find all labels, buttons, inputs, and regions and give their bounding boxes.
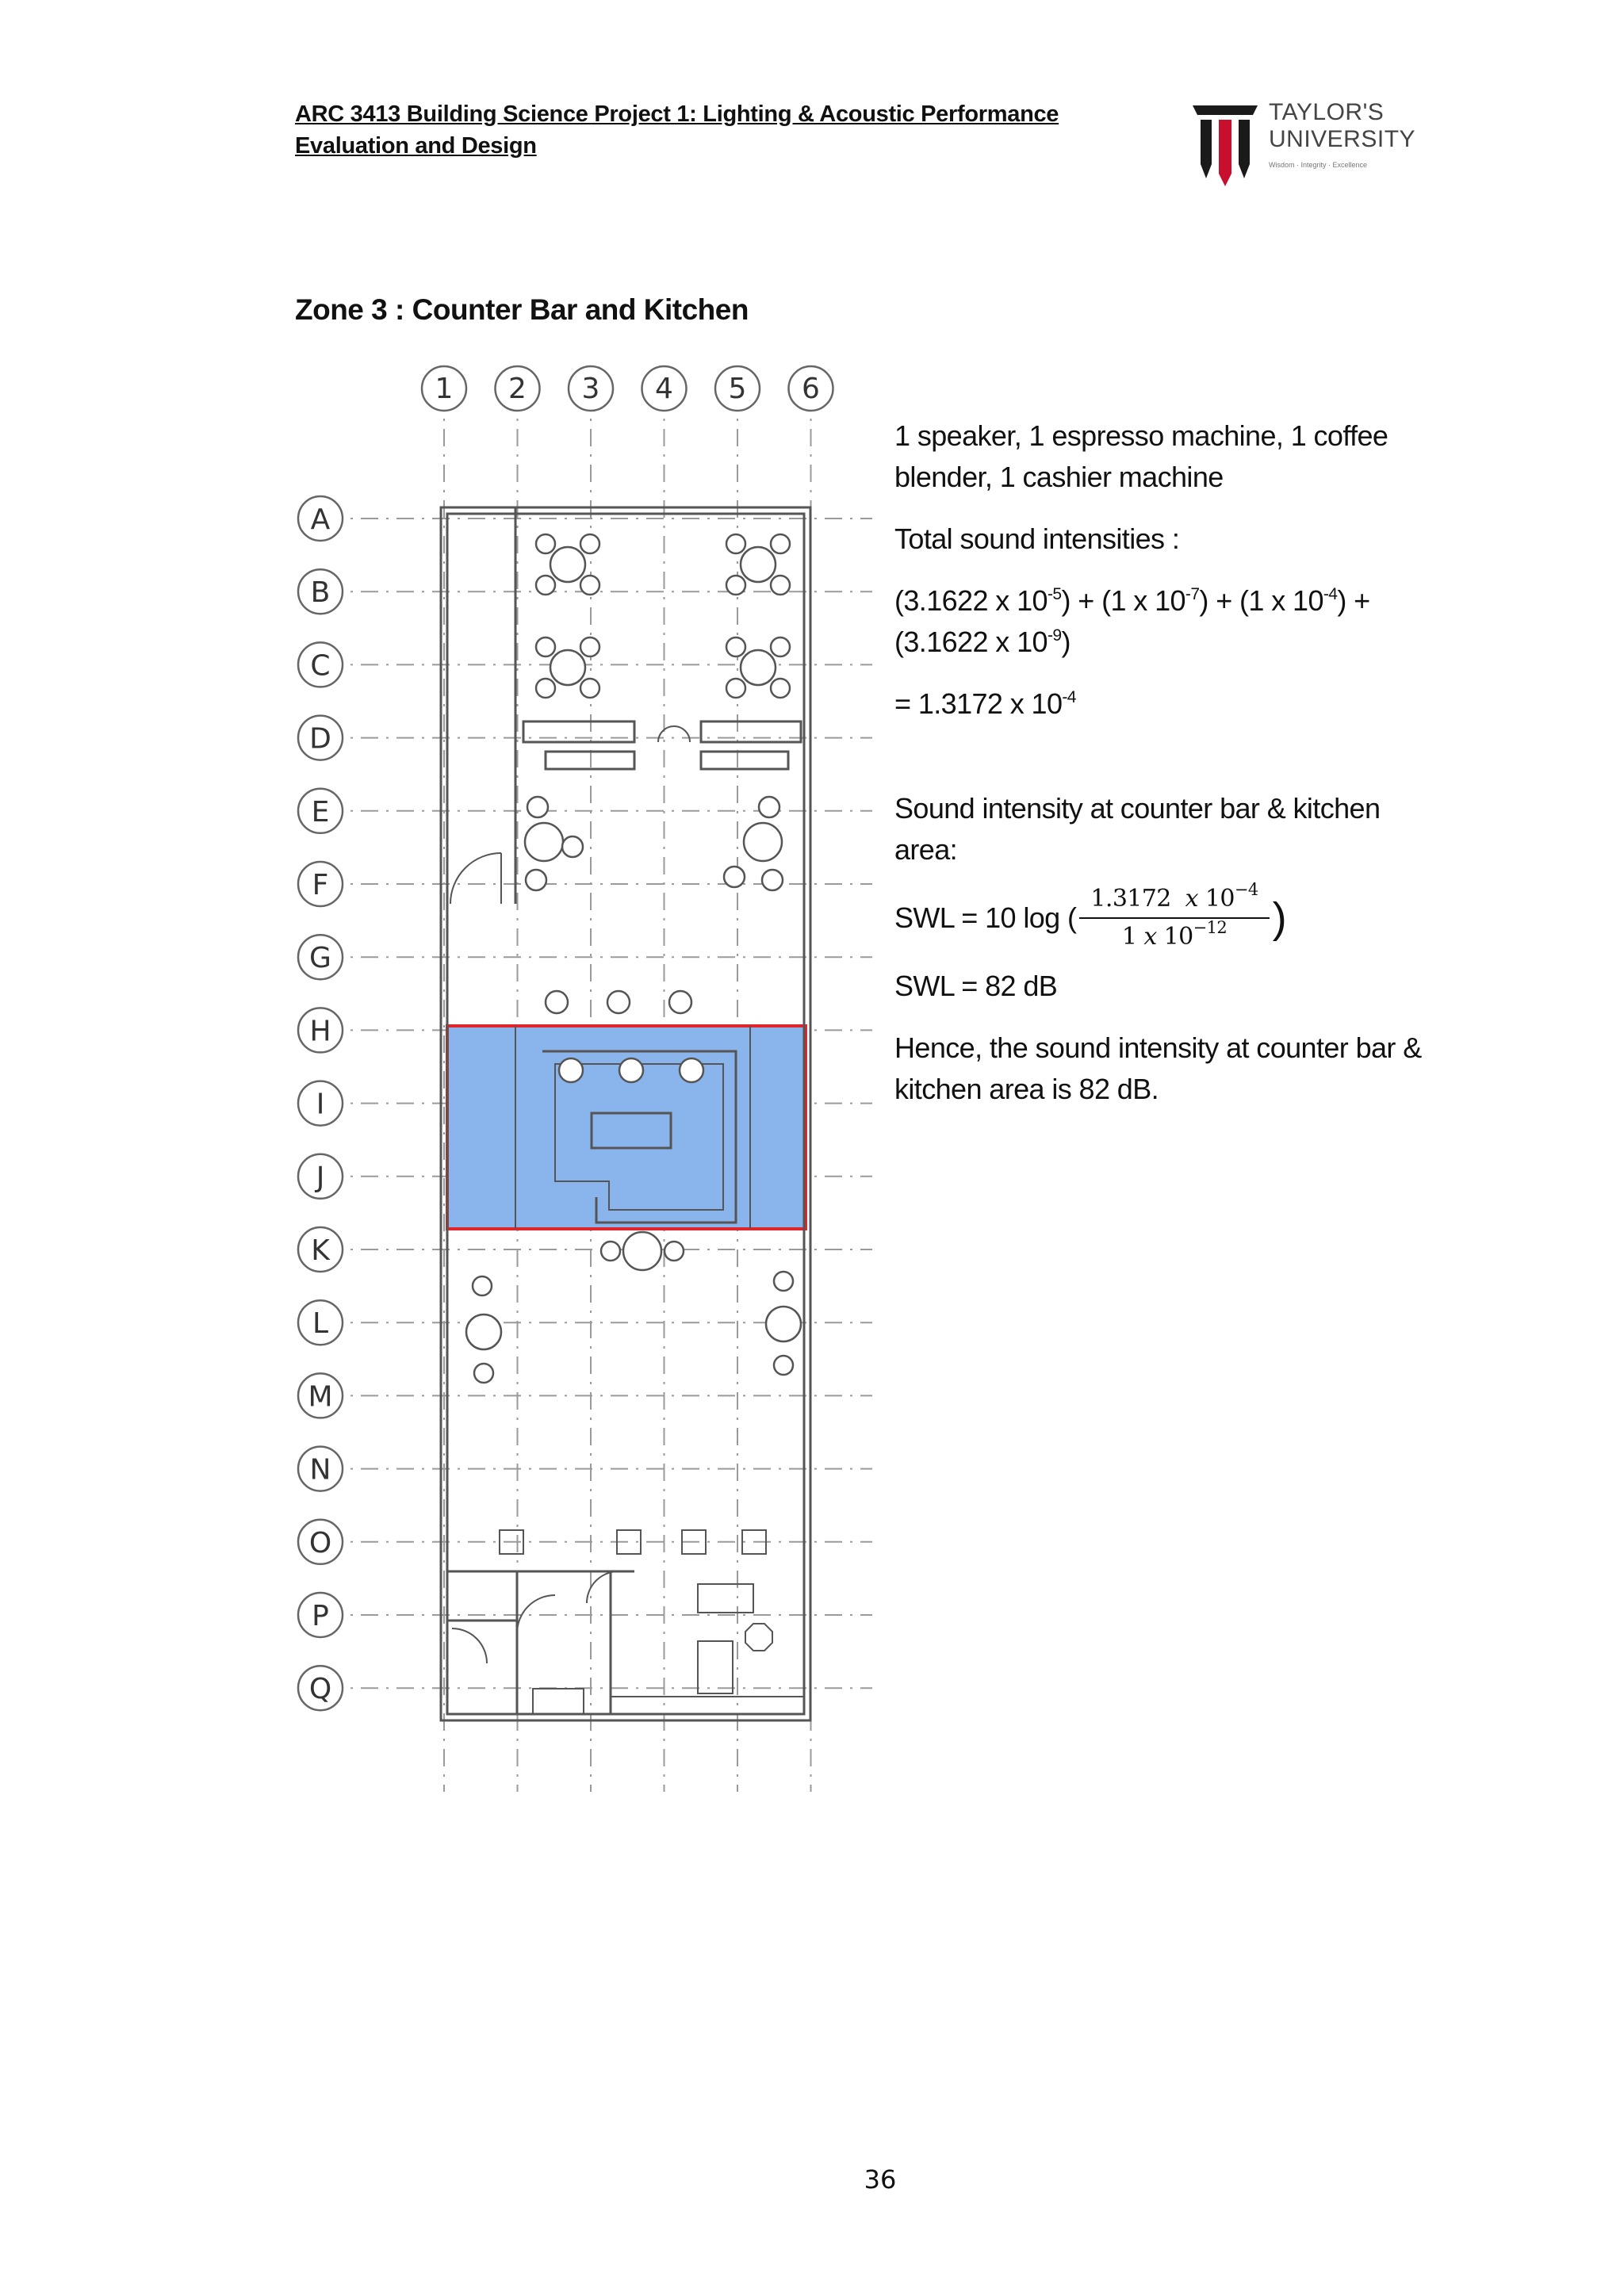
back-cabinet	[698, 1641, 733, 1693]
chair-8	[580, 637, 599, 656]
page-number: 36	[864, 2164, 897, 2195]
partition-left	[523, 721, 634, 742]
chair-24	[526, 870, 546, 890]
university-crest-icon	[1189, 99, 1261, 186]
chair-2	[536, 534, 555, 553]
bench-right	[701, 752, 788, 769]
swl-result: SWL = 82 dB	[894, 970, 1058, 1002]
chair-4	[536, 576, 555, 595]
entry-door-arc-left	[658, 726, 674, 742]
entry-door-arc-right	[674, 726, 690, 742]
chair-14	[726, 576, 745, 595]
chair-41	[774, 1272, 793, 1291]
header-title-line-1: ARC 3413 Building Science Project 1: Lighting & Acoustic Performance	[295, 101, 1059, 127]
fraction-numerator: 1.3172 x $10^{-4}$	[1079, 882, 1269, 919]
grid-row-label-M: M	[308, 1380, 333, 1414]
chair-17	[726, 637, 745, 656]
service-counter	[611, 1697, 804, 1714]
sound-sources-text: 1 speaker, 1 espresso machine, 1 coffee blender, 1 cashier machine	[894, 419, 1388, 493]
section-title: Zone 3 : Counter Bar and Kitchen	[295, 293, 749, 326]
zone-3-floor-plan	[285, 357, 888, 1800]
grid-row-label-B: B	[310, 576, 331, 610]
grid-row-label-D: D	[309, 722, 331, 756]
table-16	[741, 650, 776, 685]
grid-row-label-K: K	[311, 1234, 330, 1267]
sum-term-1: (3.1622 x $10^{-5}$) +	[894, 584, 1102, 617]
chair-22	[527, 797, 548, 817]
swl-formula-prefix: SWL = 10 log (	[894, 901, 1077, 934]
chair-18	[771, 637, 790, 656]
table-11	[741, 547, 776, 582]
chair-5	[580, 576, 599, 595]
sound-intensity-label: Sound intensity at counter bar & kitchen area:	[894, 792, 1381, 866]
grid-row-label-F: F	[312, 869, 329, 901]
back-storage	[698, 1584, 753, 1613]
chair-38	[473, 1276, 492, 1295]
crest-top-bar	[1193, 105, 1258, 115]
floor-plan-drawing	[285, 357, 888, 1800]
grid-column-label-6: 6	[802, 373, 820, 405]
crest-right-pillar	[1239, 120, 1250, 178]
grid-column-label-5: 5	[728, 373, 747, 405]
table-35	[623, 1232, 661, 1270]
grid-row-label-P: P	[312, 1600, 329, 1632]
grid-row-label-G: G	[309, 942, 331, 975]
chair-12	[726, 534, 745, 553]
swl-formula-suffix: )	[1272, 894, 1287, 942]
chair-9	[536, 679, 555, 698]
chair-13	[771, 534, 790, 553]
analysis-text	[894, 415, 1434, 1110]
sum-term-2: (1 x $10^{-7}$) +	[1101, 584, 1240, 617]
table-1	[550, 547, 585, 582]
chair-7	[536, 637, 555, 656]
partition-right	[701, 721, 801, 742]
counter-stool-33	[619, 1058, 643, 1082]
fraction-denominator: 1 x $10^{-12}$	[1121, 918, 1228, 951]
chair-20	[771, 679, 790, 698]
grid-row-label-I: I	[316, 1088, 325, 1121]
back-sink	[533, 1689, 584, 1714]
chair-10	[580, 679, 599, 698]
chair-27	[724, 867, 745, 887]
chair-40	[474, 1364, 493, 1383]
grid-row-label-O: O	[308, 1526, 332, 1559]
chair-36	[601, 1242, 620, 1261]
equipment-octagon	[745, 1624, 772, 1651]
table-25	[744, 823, 782, 861]
intensity-sum-result: = 1.3172 x $10^{-4}$	[894, 687, 1076, 720]
toilet-door-arc	[452, 1628, 487, 1663]
bar-stool-29	[546, 991, 568, 1013]
corridor-door-arc	[450, 853, 501, 904]
grid-column-label-3: 3	[581, 373, 600, 405]
grid-row-label-A: A	[310, 503, 331, 536]
logo-name-line-1: TAYLOR'S	[1269, 99, 1385, 125]
sum-term-4: (3.1622 x $10^{-9}$)	[894, 626, 1071, 658]
taylors-university-logo	[1189, 99, 1427, 194]
grid-row-label-J: J	[316, 1161, 325, 1194]
chair-15	[771, 576, 790, 595]
grid-row-label-L: L	[312, 1307, 329, 1341]
crest-center-pillar	[1219, 120, 1231, 186]
grid-column-label-2: 2	[508, 373, 527, 405]
sum-term-3: (1 x $10^{-4}$) +	[1239, 584, 1370, 617]
total-intensities-label: Total sound intensities :	[894, 522, 1180, 555]
swl-fraction	[1079, 882, 1269, 954]
logo-tagline: Wisdom · Integrity · Excellence	[1269, 161, 1368, 169]
table-21	[525, 823, 563, 861]
intensity-sum-expression	[894, 580, 1434, 663]
counter-stool-34	[680, 1058, 703, 1082]
table-42	[766, 1307, 801, 1341]
logo-name-line-2: UNIVERSITY	[1269, 126, 1416, 152]
grid-column-label-1: 1	[435, 373, 454, 405]
counter-bar-kitchen-zone-highlight	[447, 1026, 806, 1229]
bar-stool-31	[669, 991, 691, 1013]
table-6	[550, 650, 585, 685]
chair-23	[562, 836, 583, 857]
table-39	[466, 1314, 501, 1349]
logo-wordmark	[1269, 99, 1415, 153]
chair-28	[762, 870, 783, 890]
chair-3	[580, 534, 599, 553]
grid-row-label-E: E	[311, 795, 330, 828]
crest-left-pillar	[1201, 120, 1212, 178]
chair-37	[665, 1242, 684, 1261]
swl-formula	[894, 871, 1434, 966]
document-header-title	[295, 98, 1088, 162]
grid-row-label-N: N	[309, 1453, 331, 1487]
grid-column-label-4: 4	[655, 373, 673, 405]
header-title-line-2: Evaluation and Design	[295, 133, 537, 159]
chair-26	[759, 797, 779, 817]
grid-row-label-Q: Q	[308, 1673, 332, 1706]
chair-19	[726, 679, 745, 698]
conclusion-text: Hence, the sound intensity at counter bar & kitchen area is 82 dB.	[894, 1031, 1422, 1105]
grid-row-label-C: C	[310, 649, 331, 683]
chair-43	[774, 1356, 793, 1375]
bar-stool-30	[607, 991, 630, 1013]
counter-stool-32	[559, 1058, 583, 1082]
grid-row-label-H: H	[309, 1015, 331, 1048]
